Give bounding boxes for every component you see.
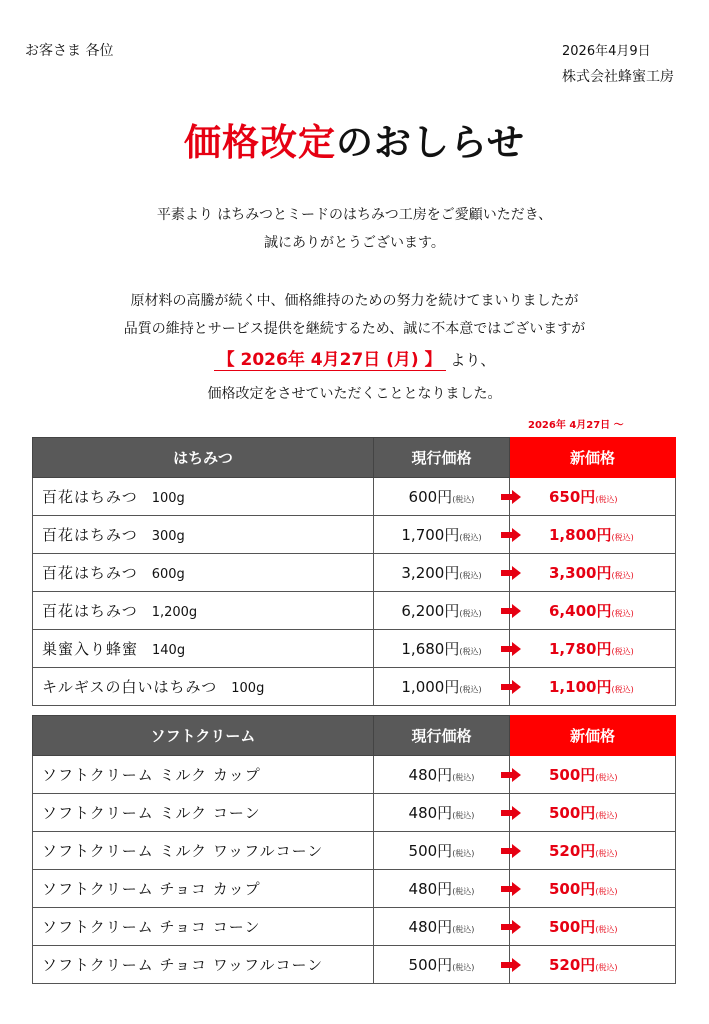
current-price-cell: [374, 592, 510, 630]
current-price-cell: [374, 870, 510, 908]
new-price-cell: [510, 668, 676, 706]
header-new-price: 新価格: [510, 716, 676, 756]
issue-date: 2026年4月9日: [562, 44, 651, 59]
tax-note: (税込): [595, 925, 618, 934]
header-product: ソフトクリーム: [33, 716, 374, 756]
body-line-3: 価格改定をさせていただくこととなりました。: [207, 386, 502, 402]
new-price: 520円: [549, 842, 596, 860]
current-price: 500円: [408, 956, 453, 974]
right-arrow-icon: [501, 882, 521, 896]
table-row: [33, 592, 676, 630]
table-row: [33, 668, 676, 706]
new-price: 1,800円: [549, 526, 612, 544]
current-price-cell: [374, 478, 510, 516]
right-arrow-icon: [501, 806, 521, 820]
product-name: 巣蜜入り蜂蜜: [42, 640, 139, 658]
current-price: 480円: [408, 880, 453, 898]
current-price-cell: [374, 630, 510, 668]
effective-date: 【 2026年 4月27日 (月) 】: [214, 350, 446, 371]
product-quantity: 140g: [152, 643, 186, 658]
table-row: [33, 554, 676, 592]
tax-note: (税込): [595, 811, 618, 820]
new-price: 500円: [549, 766, 596, 784]
tax-note: (税込): [452, 963, 475, 972]
product-cell: [33, 478, 374, 516]
new-price: 3,300円: [549, 564, 612, 582]
tax-note: (税込): [595, 887, 618, 896]
tax-note: (税込): [452, 811, 475, 820]
current-price: 480円: [408, 804, 453, 822]
product-quantity: 100g: [151, 491, 185, 506]
table-row: [33, 870, 676, 908]
product-name: キルギスの白いはちみつ: [42, 678, 218, 696]
new-price: 1,100円: [549, 678, 612, 696]
right-arrow-icon: [501, 490, 521, 504]
right-arrow-icon: [501, 920, 521, 934]
new-price-cell: [510, 870, 676, 908]
effective-suffix: より、: [450, 351, 496, 369]
tax-note: (税込): [452, 773, 475, 782]
current-price: 1,000円: [401, 678, 460, 696]
tax-note: (税込): [459, 571, 482, 580]
product-cell: [33, 756, 374, 794]
product-cell: [33, 870, 374, 908]
new-price-cell: [510, 554, 676, 592]
current-price-cell: [374, 794, 510, 832]
product-cell: [33, 794, 374, 832]
tax-note: (税込): [459, 685, 482, 694]
product-name: 百花はちみつ: [42, 602, 138, 620]
table-row: [33, 516, 676, 554]
table-row: [33, 832, 676, 870]
new-price-cell: [510, 516, 676, 554]
tax-note: (税込): [452, 887, 475, 896]
new-price: 6,400円: [549, 602, 612, 620]
current-price: 3,200円: [401, 564, 460, 582]
company-name: 株式会社蜂蜜工房: [562, 69, 674, 85]
tax-note: (税込): [459, 647, 482, 656]
tax-note: (税込): [611, 685, 634, 694]
product-quantity: 600g: [151, 567, 185, 582]
product-quantity: 1,200g: [151, 605, 198, 620]
product-cell: [33, 592, 374, 630]
current-price: 1,680円: [401, 640, 460, 658]
tax-note: (税込): [459, 533, 482, 542]
product-name: 百花はちみつ: [42, 488, 138, 506]
new-price-cell: [510, 946, 676, 984]
body-line-2: 品質の維持とサービス提供を継続するため、誠に不本意ではございますが: [123, 321, 586, 337]
tax-note: (税込): [452, 849, 475, 858]
right-arrow-icon: [501, 958, 521, 972]
table-row: [33, 756, 676, 794]
product-cell: [33, 630, 374, 668]
current-price: 480円: [408, 918, 453, 936]
addressee: お客さま 各位: [25, 43, 114, 59]
softcream-price-table: [32, 715, 676, 984]
new-price: 520円: [549, 956, 596, 974]
greeting-line-1: 平素より はちみつとミードのはちみつ工房をご愛顧いただき、: [156, 207, 553, 223]
since-label: 2026年 4月27日 ～: [528, 420, 624, 431]
current-price: 1,700円: [401, 526, 460, 544]
honey-price-table: [32, 437, 676, 706]
product-name: ソフトクリーム ミルク ワッフルコーン: [42, 842, 324, 860]
tax-note: (税込): [611, 609, 634, 618]
effective-date-line: [0, 345, 709, 370]
new-price: 500円: [549, 918, 596, 936]
tax-note: (税込): [611, 571, 634, 580]
title-rest: のおしらせ: [336, 121, 525, 164]
right-arrow-icon: [501, 604, 521, 618]
current-price-cell: [374, 668, 510, 706]
new-price-cell: [510, 630, 676, 668]
new-price-cell: [510, 756, 676, 794]
right-arrow-icon: [501, 768, 521, 782]
table-row: [33, 794, 676, 832]
current-price: 500円: [408, 842, 453, 860]
product-name: 百花はちみつ: [42, 526, 138, 544]
product-quantity: 100g: [231, 681, 265, 696]
tax-note: (税込): [452, 925, 475, 934]
current-price-cell: [374, 516, 510, 554]
title-highlight: 価格改定: [184, 121, 337, 164]
header-product: はちみつ: [33, 438, 374, 478]
product-name: ソフトクリーム ミルク コーン: [42, 804, 261, 822]
current-price-cell: [374, 756, 510, 794]
current-price: 600円: [408, 488, 453, 506]
new-price: 500円: [549, 880, 596, 898]
new-price-cell: [510, 592, 676, 630]
product-cell: [33, 832, 374, 870]
new-price-cell: [510, 832, 676, 870]
right-arrow-icon: [501, 566, 521, 580]
new-price-cell: [510, 478, 676, 516]
product-quantity: 300g: [151, 529, 185, 544]
header-current-price: 現行価格: [374, 438, 510, 478]
table-row: [33, 478, 676, 516]
current-price-cell: [374, 908, 510, 946]
product-name: ソフトクリーム チョコ ワッフルコーン: [42, 956, 324, 974]
body-line-1: 原材料の高騰が続く中、価格維持のための努力を続けてまいりましたが: [130, 293, 579, 309]
current-price: 6,200円: [401, 602, 460, 620]
tax-note: (税込): [595, 495, 618, 504]
product-name: 百花はちみつ: [42, 564, 138, 582]
product-name: ソフトクリーム ミルク カップ: [42, 766, 261, 784]
table-row: [33, 908, 676, 946]
right-arrow-icon: [501, 844, 521, 858]
current-price: 480円: [408, 766, 453, 784]
new-price-cell: [510, 794, 676, 832]
product-name: ソフトクリーム チョコ カップ: [42, 880, 261, 898]
header-new-price: 新価格: [510, 438, 676, 478]
tax-note: (税込): [595, 849, 618, 858]
product-name: ソフトクリーム チョコ コーン: [42, 918, 261, 936]
right-arrow-icon: [501, 642, 521, 656]
table-row: [33, 630, 676, 668]
new-price: 650円: [549, 488, 596, 506]
table-row: [33, 946, 676, 984]
page-title: [0, 112, 709, 166]
tax-note: (税込): [611, 647, 634, 656]
tax-note: (税込): [459, 609, 482, 618]
greeting-line-2: 誠にありがとうございます。: [264, 235, 445, 251]
right-arrow-icon: [501, 680, 521, 694]
new-price: 500円: [549, 804, 596, 822]
new-price: 1,780円: [549, 640, 612, 658]
product-cell: [33, 668, 374, 706]
product-cell: [33, 516, 374, 554]
product-cell: [33, 908, 374, 946]
current-price-cell: [374, 832, 510, 870]
tax-note: (税込): [595, 773, 618, 782]
current-price-cell: [374, 946, 510, 984]
product-cell: [33, 946, 374, 984]
header-current-price: 現行価格: [374, 716, 510, 756]
table-header-row: [33, 716, 676, 756]
table-header-row: [33, 438, 676, 478]
product-cell: [33, 554, 374, 592]
new-price-cell: [510, 908, 676, 946]
tax-note: (税込): [452, 495, 475, 504]
tax-note: (税込): [595, 963, 618, 972]
tax-note: (税込): [611, 533, 634, 542]
right-arrow-icon: [501, 528, 521, 542]
current-price-cell: [374, 554, 510, 592]
